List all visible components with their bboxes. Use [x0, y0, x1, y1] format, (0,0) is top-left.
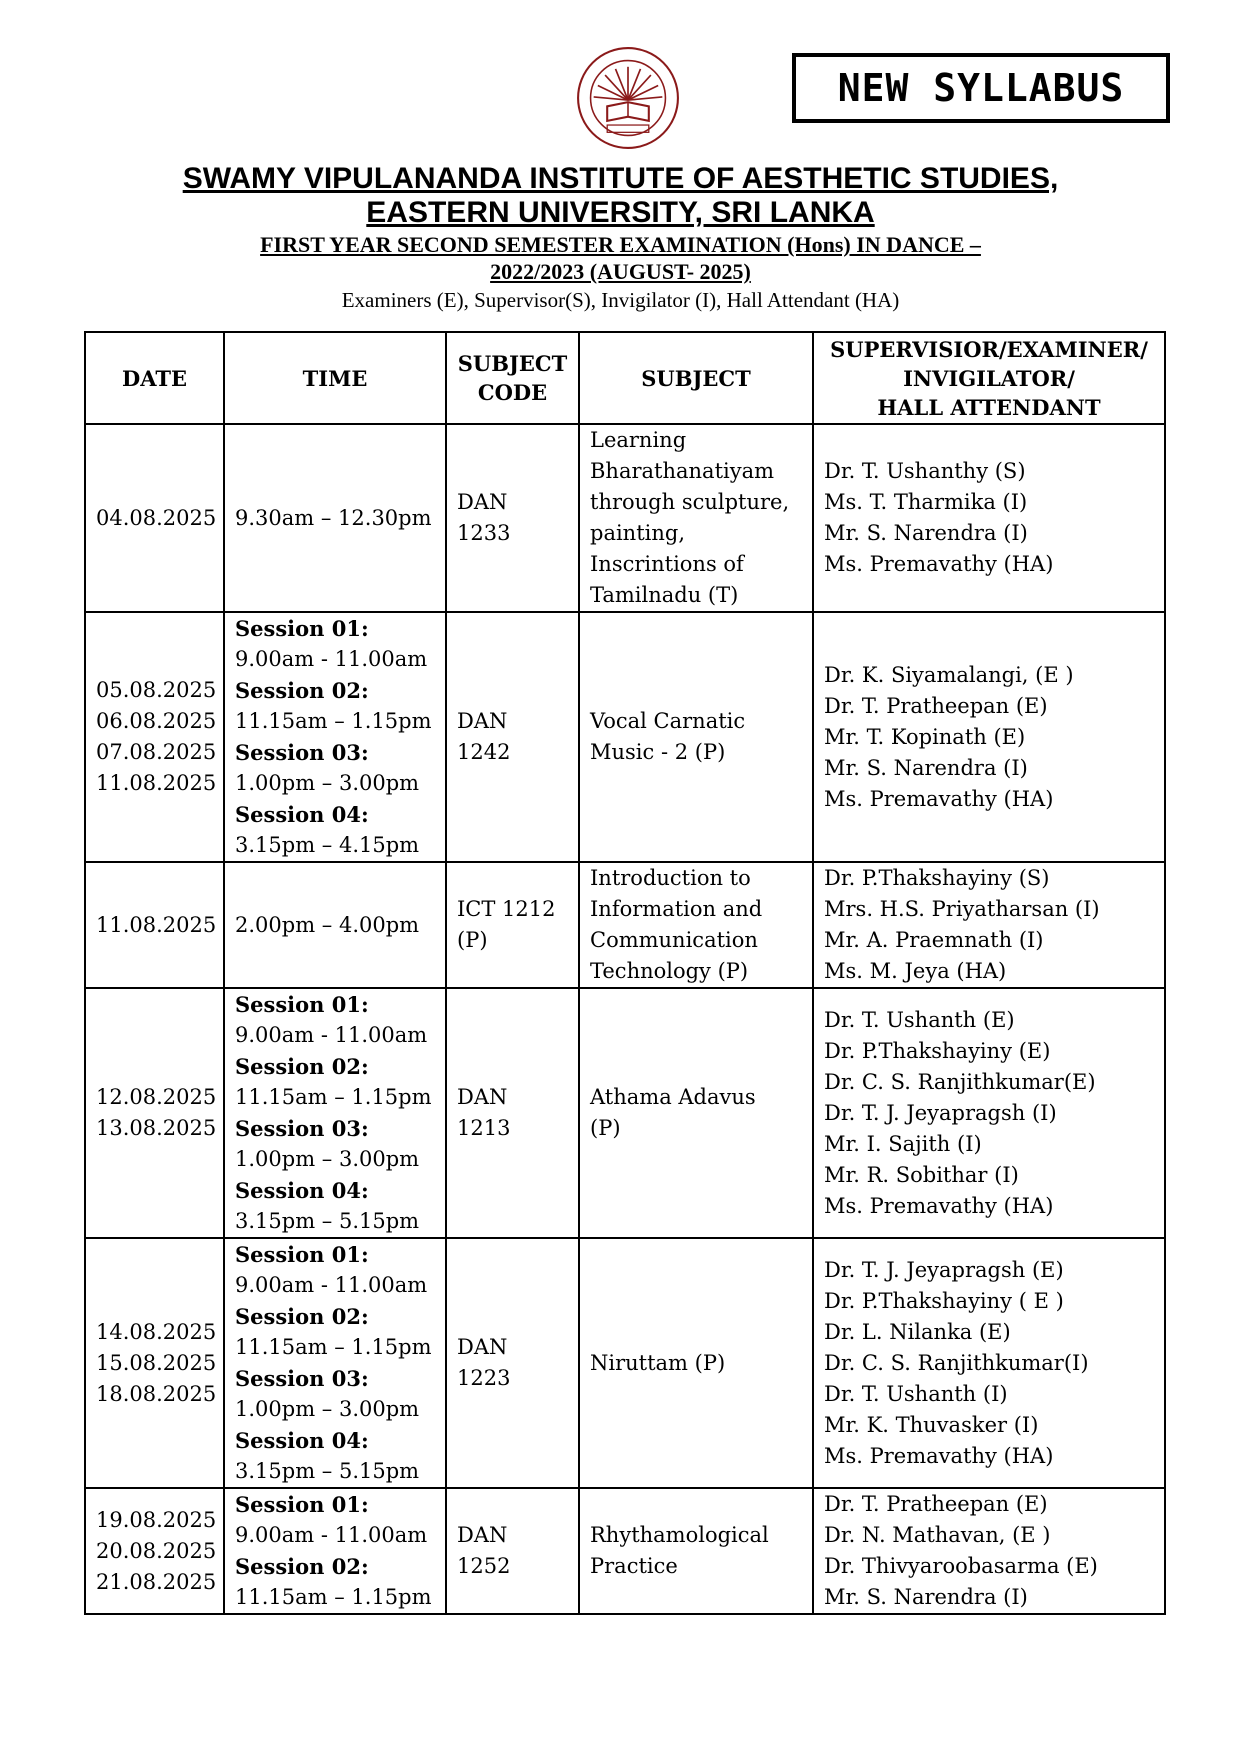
staff-member: Dr. P.Thakshayiny ( E ) [824, 1288, 1064, 1313]
session-label: Session 04: [235, 1178, 369, 1203]
subject-cell: Athama Adavus (P) [579, 988, 813, 1238]
session-label: Session 03: [235, 740, 369, 765]
table-row [85, 862, 1165, 988]
session-time: 11.15am – 1.15pm [235, 1085, 432, 1109]
session-time: 3.15pm – 5.15pm [235, 1459, 420, 1483]
staff-member: Mr. S. Narendra (I) [824, 521, 1028, 545]
header-subject: SUBJECT [579, 332, 813, 424]
time-cell [224, 612, 446, 862]
staff-cell [813, 612, 1165, 862]
time-cell: 9.30am – 12.30pm [224, 424, 446, 612]
session-label: Session 01: [235, 616, 369, 641]
session-label: Session 04: [235, 1428, 369, 1453]
staff-member: Mr. I. Sajith (I) [824, 1131, 982, 1156]
session-time: 3.15pm – 4.15pm [235, 833, 420, 857]
staff-cell [813, 1238, 1165, 1488]
session-time: 9.00am - 11.00am [235, 1523, 428, 1547]
table-row [85, 424, 1165, 612]
staff-member: Ms. Premavathy (HA) [824, 1193, 1054, 1218]
session-label: Session 01: [235, 992, 369, 1017]
staff-member: Dr. P.Thakshayiny (S) [824, 866, 1050, 890]
header-date: DATE [85, 332, 224, 424]
subject-code-cell: DAN 1252 [446, 1488, 579, 1614]
staff-member: Mr. A. Praemnath (I) [824, 928, 1044, 952]
date-cell: 14.08.2025 15.08.2025 18.08.2025 [85, 1238, 224, 1488]
date-cell: 12.08.2025 13.08.2025 [85, 988, 224, 1238]
session-time: 9.00am - 11.00am [235, 1273, 428, 1297]
staff-member: Mr. R. Sobithar (I) [824, 1162, 1019, 1187]
staff-cell [813, 424, 1165, 612]
staff-member: Dr. T. J. Jeyapragsh (E) [824, 1257, 1064, 1282]
staff-member: Dr. P.Thakshayiny (E) [824, 1038, 1051, 1063]
subtitle-line-2: 2022/2023 (AUGUST- 2025) [490, 259, 751, 284]
subject-cell: Vocal Carnatic Music - 2 (P) [579, 612, 813, 862]
time-cell: 2.00pm – 4.00pm [224, 862, 446, 988]
header-subject-code: SUBJECT CODE [446, 332, 579, 424]
session-time: 1.00pm – 3.00pm [235, 1147, 420, 1171]
subtitle-line-1: FIRST YEAR SECOND SEMESTER EXAMINATION (Hons) IN DANCE – [260, 232, 981, 257]
session-time: 9.00am - 11.00am [235, 647, 428, 671]
session-label: Session 03: [235, 1366, 369, 1391]
session-label: Session 01: [235, 1242, 369, 1267]
table-row [85, 612, 1165, 862]
staff-member: Dr. T. Ushanth (I) [824, 1381, 1008, 1406]
session-label: Session 02: [235, 1054, 369, 1079]
staff-cell [813, 1488, 1165, 1614]
staff-member: Dr. T. Ushanth (E) [824, 1007, 1015, 1032]
staff-member: Mr. S. Narendra (I) [824, 755, 1028, 780]
session-time: 9.00am - 11.00am [235, 1023, 428, 1047]
staff-member: Ms. T. Tharmika (I) [824, 490, 1028, 514]
session-label: Session 02: [235, 678, 369, 703]
staff-member: Dr. C. S. Ranjithkumar(I) [824, 1350, 1089, 1375]
staff-member: Dr. T. Pratheepan (E) [824, 1492, 1048, 1516]
staff-member: Mr. S. Narendra (I) [824, 1585, 1028, 1609]
session-time: 1.00pm – 3.00pm [235, 1397, 420, 1421]
session-label: Session 03: [235, 1116, 369, 1141]
subject-code-cell: DAN 1242 [446, 612, 579, 862]
university-logo [576, 46, 680, 150]
staff-member: Dr. Thivyaroobasarma (E) [824, 1554, 1098, 1578]
role-legend: Examiners (E), Supervisor(S), Invigilator (I), Hall Attendant (HA) [341, 288, 900, 312]
session-time: 1.00pm – 3.00pm [235, 771, 420, 795]
session-time: 3.15pm – 5.15pm [235, 1209, 420, 1233]
badge-text: NEW SYLLABUS [837, 66, 1125, 110]
staff-member: Mr. T. Kopinath (E) [824, 724, 1026, 749]
subject-cell: Rhythamological Practice [579, 1488, 813, 1614]
title-line-1: SWAMY VIPULANANDA INSTITUTE OF AESTHETIC STUDIES, [182, 162, 1059, 195]
session-label: Session 04: [235, 802, 369, 827]
table-row [85, 988, 1165, 1238]
date-cell: 04.08.2025 [85, 424, 224, 612]
new-syllabus-badge [792, 53, 1170, 123]
session-label: Session 01: [235, 1492, 369, 1517]
session-time: 11.15am – 1.15pm [235, 1335, 432, 1359]
date-cell: 11.08.2025 [85, 862, 224, 988]
date-cell: 19.08.2025 20.08.2025 21.08.2025 [85, 1488, 224, 1614]
subject-code-cell: ICT 1212 (P) [446, 862, 579, 988]
staff-member: Dr. T. J. Jeyapragsh (I) [824, 1100, 1057, 1125]
date-cell: 05.08.2025 06.08.2025 07.08.2025 11.08.2025 [85, 612, 224, 862]
staff-member: Dr. C. S. Ranjithkumar(E) [824, 1069, 1096, 1094]
time-cell [224, 1488, 446, 1614]
subject-code-cell: DAN 1213 [446, 988, 579, 1238]
header-time: TIME [224, 332, 446, 424]
session-label: Session 02: [235, 1554, 369, 1579]
header-staff: SUPERVISIOR/EXAMINER/ INVIGILATOR/ HALL ATTENDANT [813, 332, 1165, 424]
staff-member: Mrs. H.S. Priyatharsan (I) [824, 897, 1100, 921]
staff-member: Ms. Premavathy (HA) [824, 552, 1054, 576]
staff-cell [813, 862, 1165, 988]
staff-member: Dr. K. Siyamalangi, (E ) [824, 662, 1074, 687]
subject-code-cell: DAN 1223 [446, 1238, 579, 1488]
subject-code-cell: DAN 1233 [446, 424, 579, 612]
exam-schedule-table [84, 331, 1166, 1615]
table-header-row [85, 332, 1165, 424]
time-cell [224, 1238, 446, 1488]
staff-member: Dr. T. Ushanthy (S) [824, 459, 1026, 483]
staff-member: Ms. M. Jeya (HA) [824, 959, 1007, 983]
staff-member: Dr. L. Nilanka (E) [824, 1319, 1011, 1344]
staff-member: Dr. N. Mathavan, (E ) [824, 1523, 1051, 1547]
session-time: 11.15am – 1.15pm [235, 709, 432, 733]
table-row [85, 1488, 1165, 1614]
staff-member: Mr. K. Thuvasker (I) [824, 1412, 1039, 1437]
staff-member: Dr. T. Pratheepan (E) [824, 693, 1048, 718]
subject-cell: Niruttam (P) [579, 1238, 813, 1488]
title-line-2: EASTERN UNIVERSITY, SRI LANKA [366, 196, 875, 229]
session-time: 11.15am – 1.15pm [235, 1585, 432, 1609]
session-label: Session 02: [235, 1304, 369, 1329]
staff-member: Ms. Premavathy (HA) [824, 1443, 1054, 1468]
subject-cell: Introduction to Information and Communication Technology (P) [579, 862, 813, 988]
staff-cell [813, 988, 1165, 1238]
staff-member: Ms. Premavathy (HA) [824, 786, 1054, 811]
time-cell [224, 988, 446, 1238]
table-row [85, 1238, 1165, 1488]
subject-cell: Learning Bharathanatiyam through sculpture, painting, Inscrintions of Tamilnadu (T) [579, 424, 813, 612]
